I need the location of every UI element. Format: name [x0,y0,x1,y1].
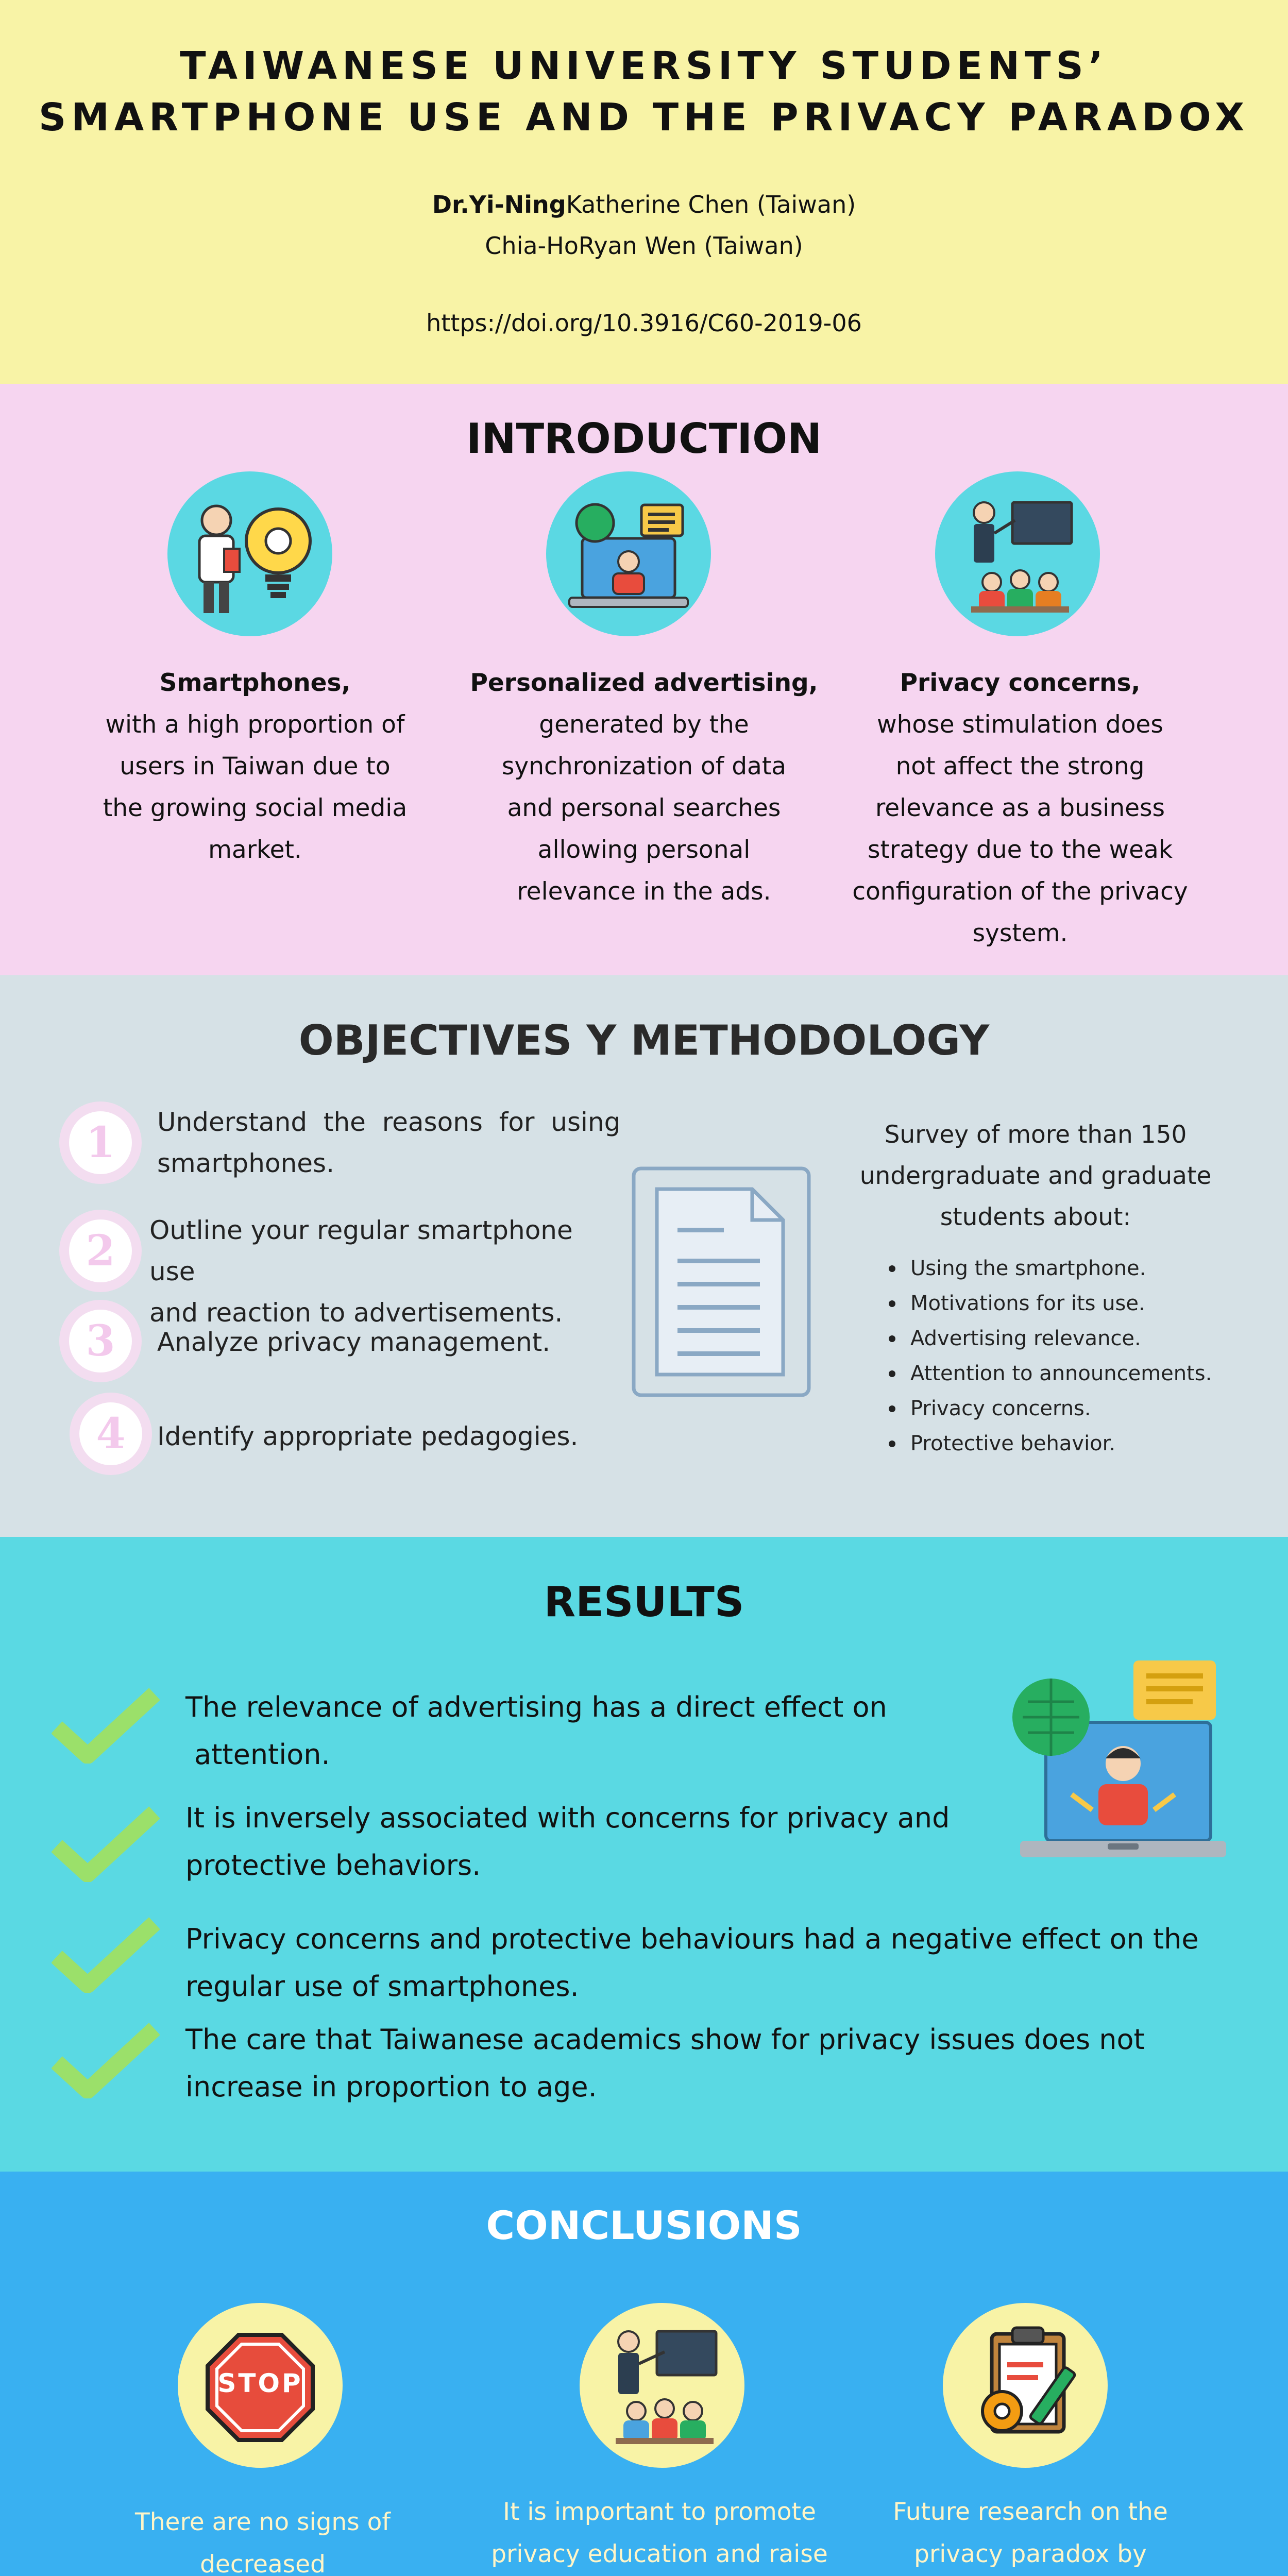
result-3: Privacy concerns and protective behaviours had a negative effect on the regular use of smartphones. [185,1923,1199,2003]
intro-item-line: allowing personal [537,836,751,864]
objective-number-2: 2 [59,1210,142,1292]
objective-number-3: 3 [59,1300,142,1382]
intro-item-smartphones [82,662,428,871]
intro-item-line: configuration of the privacy [852,877,1188,906]
intro-item-line: relevance as a business [875,794,1165,822]
result-1: The relevance of advertising has a direct effect on attention. [185,1691,887,1771]
title-line-1: TAIWANESE UNIVERSITY STUDENTS’ [180,44,1108,88]
author-1 [0,191,1288,218]
checkmark-icon [52,1686,160,1764]
checkmark-icon [52,2021,160,2098]
intro-item-title: Privacy concerns, [900,669,1141,697]
objective-4: Identify appropriate pedagogies. [157,1421,579,1451]
objective-number-1: 1 [59,1101,142,1184]
survey-description: Survey of more than 150 undergraduate and graduate students about: [859,1121,1212,1231]
checkmark-icon [52,1916,160,1993]
objective-1: Understand the reasons for using smartphones. [157,1107,621,1178]
intro-item-line: generated by the [539,710,749,739]
introduction-section [0,384,1288,975]
objectives-section [0,975,1288,1537]
checkmark-icon [52,1805,160,1882]
list-item: Advertising relevance. [889,1321,1212,1356]
laptop-ad-icon [546,471,711,636]
intro-item-line: users in Taiwan due to [120,752,391,781]
list-item: Using the smartphone. [889,1251,1212,1286]
idea-icon [167,471,332,636]
conclusions-heading: CONCLUSIONS [486,2202,802,2248]
intro-item-line: whose stimulation does [877,710,1163,739]
result-4: The care that Taiwanese academics show for privacy issues does not increase in proportion to age. [185,2023,1145,2103]
intro-item-line: with a high proportion of [105,710,405,739]
clipboard-icon [943,2303,1108,2468]
list-item: Protective behavior. [889,1426,1212,1461]
presentation-icon [935,471,1100,636]
introduction-heading: INTRODUCTION [466,415,822,463]
list-item: Attention to announcements. [889,1356,1212,1391]
objective-2: Outline your regular smartphone use and reaction to advertisements. [149,1215,573,1328]
intro-item-title: Smartphones, [159,669,351,697]
intro-item-line: market. [208,836,302,864]
results-heading: RESULTS [544,1578,744,1626]
document-icon [626,1161,822,1408]
conclusion-1: There are no signs of decreased [135,2508,391,2576]
objective-3: Analyze privacy management. [157,1327,551,1357]
intro-item-title: Personalized advertising, [470,669,818,697]
survey-topics-list [889,1251,1212,1461]
results-section [0,1537,1288,2172]
result-2: It is inversely associated with concerns for privacy and protective behaviors. [185,1802,950,1882]
intro-item-line: and personal searches [507,794,781,822]
intro-item-line: system. [972,919,1068,947]
header [0,0,1288,384]
list-item: Motivations for its use. [889,1286,1212,1321]
laptop-ad-illustration [1010,1660,1236,1867]
objectives-heading: OBJECTIVES Y METHODOLOGY [298,1016,990,1064]
stop-icon [178,2303,343,2468]
intro-item-privacy [845,662,1195,954]
author-2: Chia-HoRyan Wen (Taiwan) [485,232,803,260]
conclusion-2: It is important to promote privacy education and raise [491,2498,828,2568]
intro-item-line: relevance in the ads. [517,877,771,906]
objective-number-4: 4 [70,1393,152,1475]
intro-item-line: not affect the strong [895,752,1145,781]
author-1-rest: Katherine Chen (Taiwan) [566,191,856,218]
list-item: Privacy concerns. [889,1391,1212,1426]
conclusion-3: Future research on the privacy paradox by [893,2498,1168,2568]
title-line-2: SMARTPHONE USE AND THE PRIVACY PARADOX [38,95,1250,140]
author-1-bold: Dr.Yi-Ning [432,191,566,218]
presentation-icon [580,2303,744,2468]
intro-item-line: strategy due to the weak [867,836,1173,864]
doi-link[interactable]: https://doi.org/10.3916/C60-2019-06 [426,309,862,337]
intro-item-line: synchronization of data [501,752,787,781]
conclusions-section [0,2172,1288,2576]
intro-item-line: the growing social media [103,794,408,822]
stop-sign-text: STOP [217,2368,303,2398]
intro-item-advertising [464,662,824,912]
